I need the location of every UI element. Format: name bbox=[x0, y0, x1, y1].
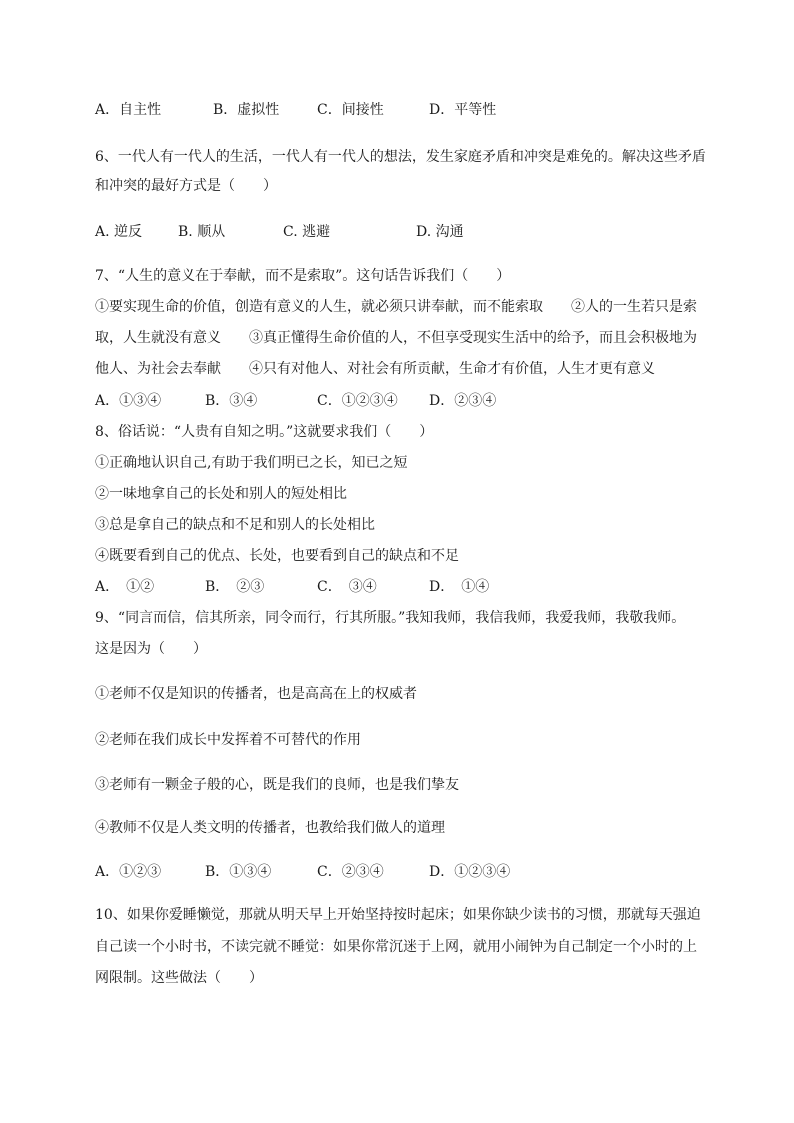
q6-option-d: D. 沟通 bbox=[416, 224, 464, 240]
q6-option-a: A. 逆反 bbox=[95, 224, 143, 240]
q9-option-d: D．①②③④ bbox=[429, 864, 511, 880]
q8-option-a: A． ①② bbox=[95, 579, 155, 595]
q5-option-a: A．自主性 bbox=[95, 102, 162, 118]
q10-stem-line-1: 10、如果你爱睡懒觉，那就从明天早上开始坚持按时起床；如果你缺少读书的习惯，那就每天强迫 bbox=[95, 907, 701, 923]
q7-option-d: D．②③④ bbox=[429, 393, 497, 409]
q8-statement-4: ④既要看到自己的优点、长处，也要看到自己的缺点和不足 bbox=[95, 548, 459, 564]
q7-stem-line-3: 取，人生就没有意义 ③真正懂得生命价值的人，不但享受现实生活中的给予，而且会积极地为 bbox=[95, 330, 697, 346]
q7-option-a: A．①③④ bbox=[95, 393, 162, 409]
q9-statement-1: ①老师不仅是知识的传播者，也是高高在上的权威者 bbox=[95, 686, 417, 702]
q8-option-b: B． ②③ bbox=[205, 579, 265, 595]
q9-statement-2: ②老师在我们成长中发挥着不可替代的作用 bbox=[95, 732, 361, 748]
q9-option-c: C．②③④ bbox=[317, 864, 384, 880]
q8-stem-line-1: 8、俗话说：“人贵有自知之明。”这就要求我们（ ） bbox=[95, 424, 434, 440]
q9-statement-3: ③老师有一颗金子般的心，既是我们的良师，也是我们挚友 bbox=[95, 777, 459, 793]
q7-stem-line-1: 7、“人生的意义在于奉献，而不是索取”。这句话告诉我们（ ） bbox=[95, 268, 511, 284]
q5-option-d: D．平等性 bbox=[429, 102, 497, 118]
q8-option-c: C． ③④ bbox=[317, 579, 377, 595]
q8-statement-1: ①正确地认识自己,有助于我们明已之长，知已之短 bbox=[95, 455, 408, 471]
q7-option-b: B．③④ bbox=[205, 393, 258, 409]
q6-option-c: C. 逃避 bbox=[283, 224, 331, 240]
q8-option-d: D． ①④ bbox=[429, 579, 490, 595]
q7-stem-line-4: 他人、为社会去奉献 ④只有对他人、对社会有所贡献，生命才有价值，人生才更有意义 bbox=[95, 361, 655, 377]
q9-option-a: A．①②③ bbox=[95, 864, 162, 880]
q9-statement-4: ④教师不仅是人类文明的传播者，也教给我们做人的道理 bbox=[95, 820, 445, 836]
q7-stem-line-2: ①要实现生命的价值，创造有意义的人生，就必须只讲奉献，而不能索取 ②人的一生若只是索 bbox=[95, 299, 697, 315]
q7-option-c: C．①②③④ bbox=[317, 393, 398, 409]
q8-statement-2: ②一味地拿自己的长处和别人的短处相比 bbox=[95, 486, 347, 502]
q10-stem-line-2: 自己读一个小时书，不读完就不睡觉：如果你常沉迷于上网，就用小闹钟为自己制定一个小时的上 bbox=[95, 939, 697, 955]
q5-option-c: C．间接性 bbox=[317, 102, 384, 118]
q6-stem-line-1: 6、一代人有一代人的生活，一代人有一代人的想法，发生家庭矛盾和冲突是难免的。解决这些矛盾 bbox=[95, 149, 706, 165]
q6-option-b: B. 顺从 bbox=[178, 224, 226, 240]
q8-statement-3: ③总是拿自己的缺点和不足和别人的长处相比 bbox=[95, 517, 375, 533]
q6-stem-line-2: 和冲突的最好方式是（ ） bbox=[95, 178, 277, 194]
q5-option-b: B．虚拟性 bbox=[213, 102, 280, 118]
q9-stem-line-1: 9、“同言而信，信其所亲，同令而行，行其所服。”我知我师，我信我师，我爱我师，我敬我师。 bbox=[95, 610, 686, 626]
q9-stem-line-2: 这是因为（ ） bbox=[95, 641, 207, 657]
q9-option-b: B．①③④ bbox=[205, 864, 272, 880]
q10-stem-line-3: 网限制。这些做法（ ） bbox=[95, 970, 263, 986]
